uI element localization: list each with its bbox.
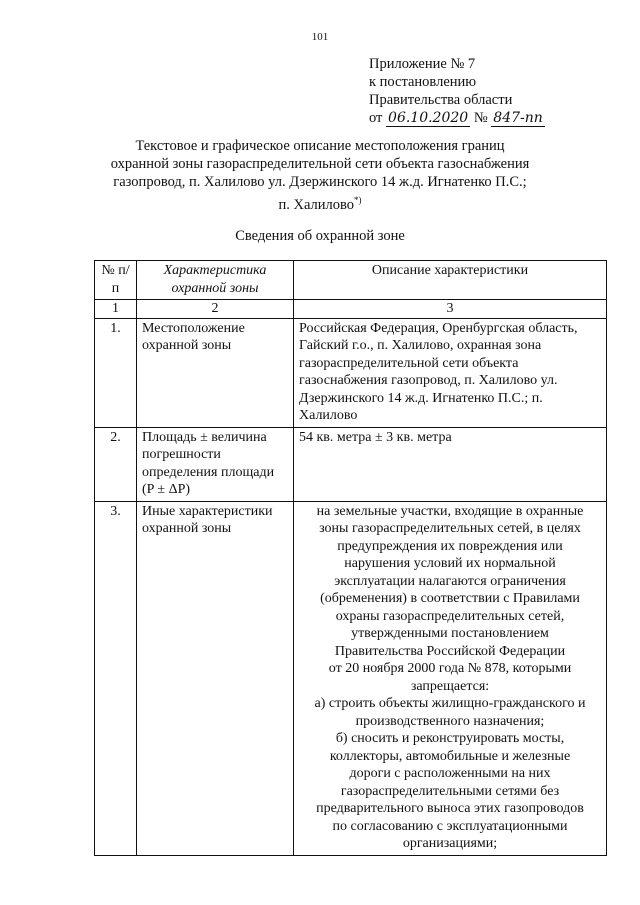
description-line: нарушения условий их нормальной xyxy=(344,556,556,571)
description-line: производственного назначения; xyxy=(355,713,545,729)
description-line: организациями; xyxy=(402,836,498,851)
index-cell-1: 1 xyxy=(95,300,137,319)
number-label: № xyxy=(473,110,488,126)
row-characteristic: Местоположение охранной зоны xyxy=(137,318,294,427)
section-subtitle: Сведения об охранной зоне xyxy=(235,228,405,244)
title-line-4: п. Халилово*) xyxy=(278,195,362,213)
row-description xyxy=(294,501,607,855)
row-characteristic: Площадь ± величина погрешности определения площади (P ± ΔP) xyxy=(137,427,294,501)
description-line: эксплуатации налагаются ограничения xyxy=(334,573,566,589)
description-line: б) сносить и реконструировать мосты, xyxy=(335,731,565,746)
description-line: (обременения) в соответствии с Правилами xyxy=(320,591,580,606)
table-index-row xyxy=(95,300,607,319)
description-line: дороги с расположенными на них xyxy=(349,766,551,781)
description-line: Правительства Российской Федерации xyxy=(334,643,566,659)
header-characteristic: Характеристика охранной зоны xyxy=(137,261,294,300)
appendix-line-3: Правительства области xyxy=(369,92,513,108)
header-description: Описание характеристики xyxy=(294,261,607,300)
description-line: предварительного выноса этих газопроводов xyxy=(316,801,584,816)
table-row xyxy=(95,427,607,501)
footnote-mark: *) xyxy=(354,195,362,205)
zone-info-table xyxy=(94,260,607,856)
description-line: зоны газораспределительных сетей, в целях xyxy=(319,521,581,536)
from-label: от xyxy=(369,110,383,126)
header-number: № п/п xyxy=(95,261,137,300)
index-cell-3: 3 xyxy=(294,300,607,319)
description-line: запрещается: xyxy=(410,678,490,694)
description-line: а) строить объекты жилищно-гражданского и xyxy=(314,696,586,711)
row-description: 54 кв. метра ± 3 кв. метра xyxy=(294,427,607,501)
description-line: по согласованию с эксплуатационными xyxy=(332,818,568,834)
appendix-line-1: Приложение № 7 xyxy=(369,56,476,72)
title-line-2: охранной зоны газораспределительной сети объекта газоснабжения xyxy=(110,156,530,172)
index-cell-2: 2 xyxy=(137,300,294,319)
row-number: 2. xyxy=(95,427,137,501)
row-characteristic: Иные характеристики охранной зоны xyxy=(137,501,294,855)
row-number: 1. xyxy=(95,318,137,427)
description-line: предупреждения их повреждения или xyxy=(337,538,563,554)
appendix-line-2: к постановлению xyxy=(369,74,477,90)
appendix-date-line xyxy=(369,109,545,127)
description-line: утвержденными постановлением xyxy=(351,626,549,641)
row-number: 3. xyxy=(95,501,137,855)
title-line-1: Текстовое и графическое описание местоположения границ xyxy=(135,138,505,154)
table-row xyxy=(95,318,607,427)
description-line: коллекторы, автомобильные и железные xyxy=(329,748,571,764)
description-line: газораспределительными сетями без xyxy=(340,783,560,799)
description-line: на земельные участки, входящие в охранные xyxy=(316,503,584,519)
appendix-header xyxy=(369,55,545,127)
handwritten-doc-number: 847-пп xyxy=(493,110,543,126)
table-header-row xyxy=(95,261,607,300)
row-description: Российская Федерация, Оренбургская область, Гайский г.о., п. Халилово, охранная зона газораспределительной сети объекта газоснабжения газопровод, п. Халилово ул. Дзержинского 14 ж.д. Игнатенко П.С.; п. Халилово xyxy=(294,318,607,427)
table-row xyxy=(95,501,607,855)
handwritten-date: 06.10.2020 xyxy=(388,110,469,126)
description-line: охраны газораспределительных сетей, xyxy=(335,608,565,624)
page-number: 101 xyxy=(311,31,329,43)
document-title xyxy=(60,137,580,214)
description-line: от 20 ноября 2000 года № 878, которыми xyxy=(328,661,572,676)
title-line-3: газопровод, п. Халилово ул. Дзержинского 14 ж.д. Игнатенко П.С.; xyxy=(113,174,527,190)
